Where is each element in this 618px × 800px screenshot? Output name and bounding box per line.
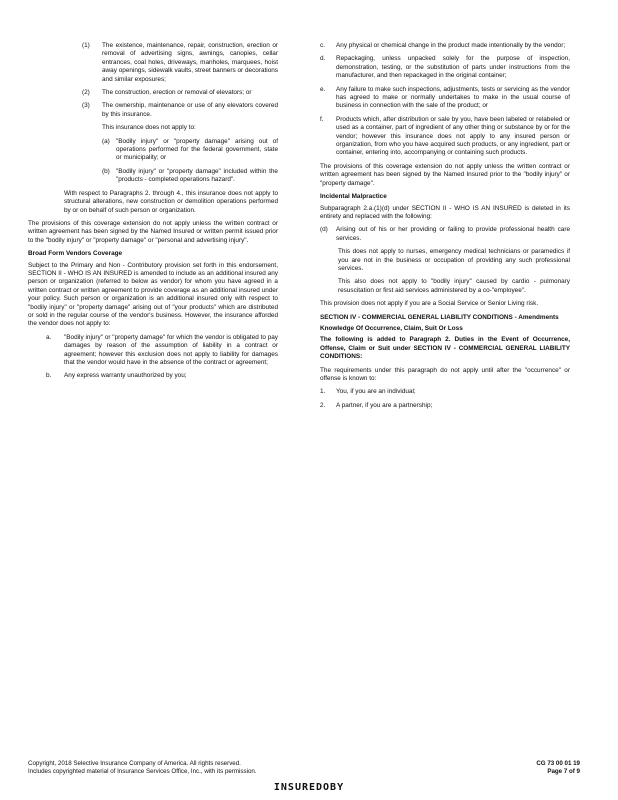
item-text: The ownership, maintenance or use of any elevators covered by this insurance. (102, 102, 278, 118)
paragraph: Subject to the Primary and Non - Contributory provision set forth in this endorsement, SECTION II - WHO IS AN INSURED is amended to include as an additional insured any person or organization (referred to below as vendor) for whom you have agreed in a written contract or written agreement to provide coverage as an additional insured under your policy. Such person or organization is an additional insured only with respect to "bodily injury" or "property damage" arising out of "your products" which are distributed or sold in the regular course of the vendor's business. However, the insurance afforded the vendor does not apply to: (28, 261, 278, 328)
list-item (320, 55, 570, 80)
paragraph: Subparagraph 2.a.(1)(d) under SECTION II - WHO IS AN INSURED is deleted in its entirety and replaced with the following: (320, 204, 570, 220)
paragraph: This does not apply to nurses, emergency medical technicians or paramedics if you are not in the business or occupation of providing any such professional services. (338, 248, 570, 272)
list-item (320, 226, 570, 243)
paragraph: With respect to Paragraphs 2. through 4., this insurance does not apply to structural alterations, new construction or demolition operations performed by or on behalf of such person or organization. (64, 189, 278, 214)
item-text: A partner, if you are a partnership; (336, 401, 433, 409)
paragraph: The provisions of this coverage extension do not apply unless the written contract or written agreement has been signed by the Named Insured or written permit issued prior to the "bodily injury" or "property damage" or "personal and advertising injury". (28, 219, 278, 244)
item-label: (a) (102, 137, 110, 145)
item-label: 1. (320, 388, 326, 396)
item-text: "Bodily injury" or "property damage" for which the vendor is obligated to pay damages by reason of the assumption of liability in a contract or agreement; however this exclusion does not apply to liability for damages that the vendor would have in the absence of the contract or agreement; (64, 333, 278, 366)
section-heading: SECTION IV - COMMERCIAL GENERAL LIABILITY CONDITIONS - Amendments (320, 313, 559, 321)
form-number: CG 73 00 01 19 (536, 760, 580, 767)
list-item (320, 86, 570, 111)
item-label: b. (46, 372, 52, 380)
paragraph: This also does not apply to "bodily injury" caused by cardio - pulmonary resuscitation or first aid services administered by a co-"employee". (338, 278, 570, 294)
item-label: (1) (82, 42, 90, 49)
list-item (102, 138, 278, 163)
item-text: Repackaging, unless unpacked solely for the purpose of inspection, demonstration, testing, or the substitution of parts under instructions from the manufacturer, and then repackaged in the original container; (336, 55, 570, 80)
item-text: "Bodily injury" or "property damage" arising out of operations performed for the federal government, state or municipality; or (116, 137, 278, 162)
list-item (82, 42, 278, 84)
copyright-line-1: Copyright, 2018 Selective Insurance Company of America. All rights reserved. (28, 760, 241, 767)
right-column (320, 42, 570, 415)
copyright-line-2: Includes copyrighted material of Insurance Services Office, Inc., with its permission. (28, 768, 257, 775)
item-label: c. (320, 42, 325, 49)
page-number: Page 7 of 9 (547, 768, 580, 775)
section-heading: Incidental Malpractice (320, 193, 387, 201)
list-item (320, 42, 570, 50)
item-label: (b) (102, 167, 110, 175)
paragraph: This insurance does not apply to: (102, 124, 196, 132)
item-label: f. (320, 115, 324, 123)
item-text: You, if you are an individual; (336, 388, 416, 396)
footer-page-info (480, 760, 580, 776)
paragraph: The provisions of this coverage extension do not apply unless the written contract or written agreement has been signed by the Named Insured prior to the "bodily injury" or "property damage". (320, 162, 570, 187)
paragraph: This provision does not apply if you are a Social Service or Senior Living risk. (320, 300, 539, 308)
list-item (320, 402, 570, 410)
item-label: 2. (320, 401, 326, 409)
item-text: "Bodily injury" or "property damage" included within the "products - completed operations hazard". (116, 167, 278, 184)
item-text: The existence, maintenance, repair, construction, erection or removal of advertising signs, awnings, canopies, cellar entrances, coal holes, driveways, manholes, marquees, hoist away openings, sidewalk vaults, street banners or decorations and similar exposures; (102, 42, 278, 83)
section-heading: Broad Form Vendors Coverage (28, 250, 123, 258)
section-heading: Knowledge Of Occurrence, Claim, Suit Or Loss (320, 324, 463, 332)
list-item (82, 102, 278, 119)
list-item (46, 334, 278, 368)
paragraph: The following is added to Paragraph 2. Duties in the Event of Occurrence, Offense, Claim or Suit under SECTION IV - COMMERCIAL GENERAL LIABILITY CONDITIONS: (320, 336, 570, 361)
left-column (28, 42, 278, 386)
list-item (320, 116, 570, 158)
list-item (82, 89, 278, 97)
item-label: e. (320, 85, 326, 93)
item-label: (2) (82, 89, 90, 97)
watermark-text: INSUREDOBY (273, 782, 345, 793)
item-text: Arising out of his or her providing or failing to provide professional health care services. (336, 226, 570, 242)
list-item (102, 168, 278, 185)
item-text: Any failure to make such inspections, adjustments, tests or servicing as the vendor has agreed to make or normally undertakes to make in the usual course of business in connection with the sale of the product; or (336, 85, 570, 110)
item-label: (3) (82, 102, 90, 110)
item-text: Any express warranty unauthorized by you; (64, 372, 187, 380)
paragraph: The requirements under this paragraph do not apply until after the "occurrence" or offense is known to: (320, 366, 570, 382)
item-label: d. (320, 55, 326, 63)
item-text: The construction, erection or removal of elevators; or (102, 89, 252, 97)
item-label: (d) (320, 226, 328, 234)
item-text: Any physical or chemical change in the product made intentionally by the vendor; (336, 42, 566, 49)
item-text: Products which, after distribution or sale by you, have been labeled or relabeled or used as a container, part of ingredient of any other thing or substance by or for the vendor; however this insurance does not apply to any insured person or organization, from who you have acquired such products, or any ingredient, part or container, entering into, accompanying or containing such products. (336, 115, 570, 157)
list-item (46, 372, 278, 380)
item-label: a. (46, 333, 52, 341)
footer-copyright (28, 760, 408, 776)
list-item (320, 388, 570, 396)
